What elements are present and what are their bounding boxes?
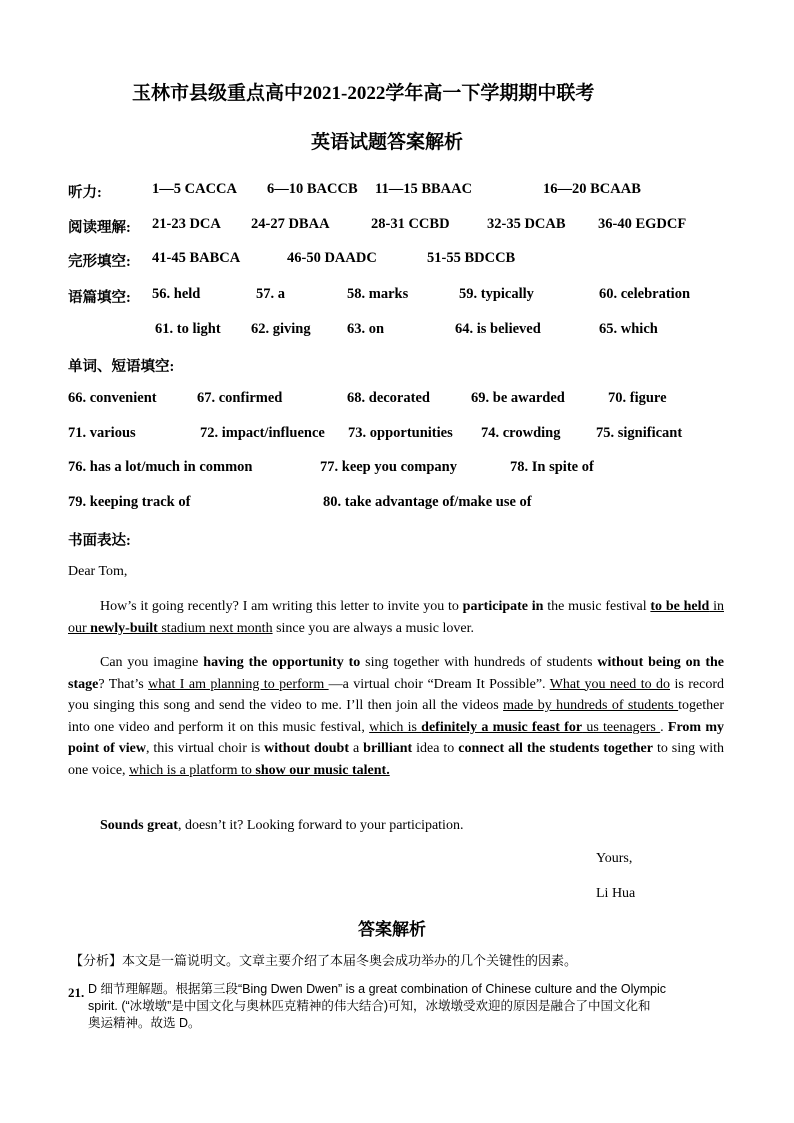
grammar-answer: 61. to light <box>155 321 221 337</box>
listening-label: 听力: <box>68 185 102 201</box>
grammar-answer: 58. marks <box>347 286 409 302</box>
letter-paragraph-1: How’s it going recently? I am writing this letter to invite you to participate in the music festival to be held in our newly-built stadium next month since you are always a music lover. <box>68 599 724 636</box>
reading-label: 阅读理解: <box>68 220 131 236</box>
grammar-answer: 60. celebration <box>599 286 691 302</box>
cloze-label: 完形填空: <box>68 254 131 270</box>
vocab-answer: 70. figure <box>608 390 667 406</box>
grammar-answer: 56. held <box>152 286 201 302</box>
grammar-answer: 65. which <box>599 321 658 337</box>
vocab-answer: 77. keep you company <box>320 459 457 475</box>
vocab-label: 单词、短语填空: <box>68 359 175 375</box>
reading-answer: 36-40 EGDCF <box>598 216 687 232</box>
reading-answer: 21-23 DCA <box>152 216 221 232</box>
vocab-answer: 79. keeping track of <box>68 494 191 510</box>
vocab-answer: 78. In spite of <box>510 459 594 475</box>
letter-paragraph-2: Can you imagine having the opportunity to sing together with hundreds of students without being on the stage? That’s what I am planning to perform —a virtual choir “Dream It Possible”. What you need to do is record you singing this song and send the video to me. I’ll then join all the videos made by hundreds of students together into one video and perform it on this music festival, which is definitely a music feast for us teenagers . From my point of view, this virtual choir is without doubt a brilliant idea to connect all the students together to sing with one voice, which is a platform to show our music talent. <box>68 655 724 778</box>
question-21-explanation: D 细节理解题。根据第三段“Bing Dwen Dwen” is a great combination of Chinese culture and the Olympic spirit. (“冰墩墩”是中国文化与奥林匹克精神的伟大结合)可知，冰墩墩受欢迎的原因是融合了中国文化和 奥运精神。故选 D。 <box>88 982 666 1030</box>
vocab-answer: 76. has a lot/much in common <box>68 459 253 475</box>
vocab-answer: 69. be awarded <box>471 390 565 406</box>
grammar-answer: 57. a <box>256 286 285 302</box>
reading-answer: 32-35 DCAB <box>487 216 566 232</box>
vocab-answer: 75. significant <box>596 425 683 441</box>
letter-closing: Yours, <box>596 851 633 866</box>
vocab-answer: 74. crowding <box>481 425 561 441</box>
cloze-answer: 51-55 BDCCB <box>427 250 516 266</box>
grammar-answer: 64. is believed <box>455 321 541 337</box>
grammar-label: 语篇填空: <box>68 290 131 306</box>
vocab-answer: 67. confirmed <box>197 390 283 406</box>
page-title: 玉林市县级重点高中2021-2022学年高一下学期期中联考 <box>132 83 595 104</box>
reading-answer: 28-31 CCBD <box>371 216 450 232</box>
listening-answer: 1—5 CACCA <box>152 181 237 197</box>
reading-answer: 24-27 DBAA <box>251 216 330 232</box>
vocab-answer: 80. take advantage of/make use of <box>323 494 532 510</box>
letter-paragraph-3: Sounds great, doesn’t it? Looking forward to your participation. <box>100 818 464 833</box>
letter-signature: Li Hua <box>596 886 636 901</box>
vocab-answer: 72. impact/influence <box>200 425 325 441</box>
question-number: 21. <box>68 985 85 1000</box>
vocab-answer: 73. opportunities <box>348 425 453 441</box>
listening-answer: 16—20 BCAAB <box>543 181 641 197</box>
analysis-summary: 【分析】本文是一篇说明文。文章主要介绍了本届冬奥会成功举办的几个关键性的因素。 <box>70 953 578 968</box>
analysis-heading: 答案解析 <box>358 920 426 939</box>
cloze-answer: 41-45 BABCA <box>152 250 241 266</box>
vocab-answer: 71. various <box>68 425 136 441</box>
writing-label: 书面表达: <box>68 533 131 549</box>
grammar-answer: 62. giving <box>251 321 311 337</box>
vocab-answer: 66. convenient <box>68 390 157 406</box>
vocab-answer: 68. decorated <box>347 390 430 406</box>
page-subtitle: 英语试题答案解析 <box>311 132 464 153</box>
grammar-answer: 63. on <box>347 321 385 337</box>
listening-answer: 11—15 BBAAC <box>375 181 473 197</box>
grammar-answer: 59. typically <box>459 286 534 302</box>
cloze-answer: 46-50 DAADC <box>287 250 377 266</box>
letter-greeting: Dear Tom, <box>68 564 128 579</box>
listening-answer: 6—10 BACCB <box>267 181 358 197</box>
